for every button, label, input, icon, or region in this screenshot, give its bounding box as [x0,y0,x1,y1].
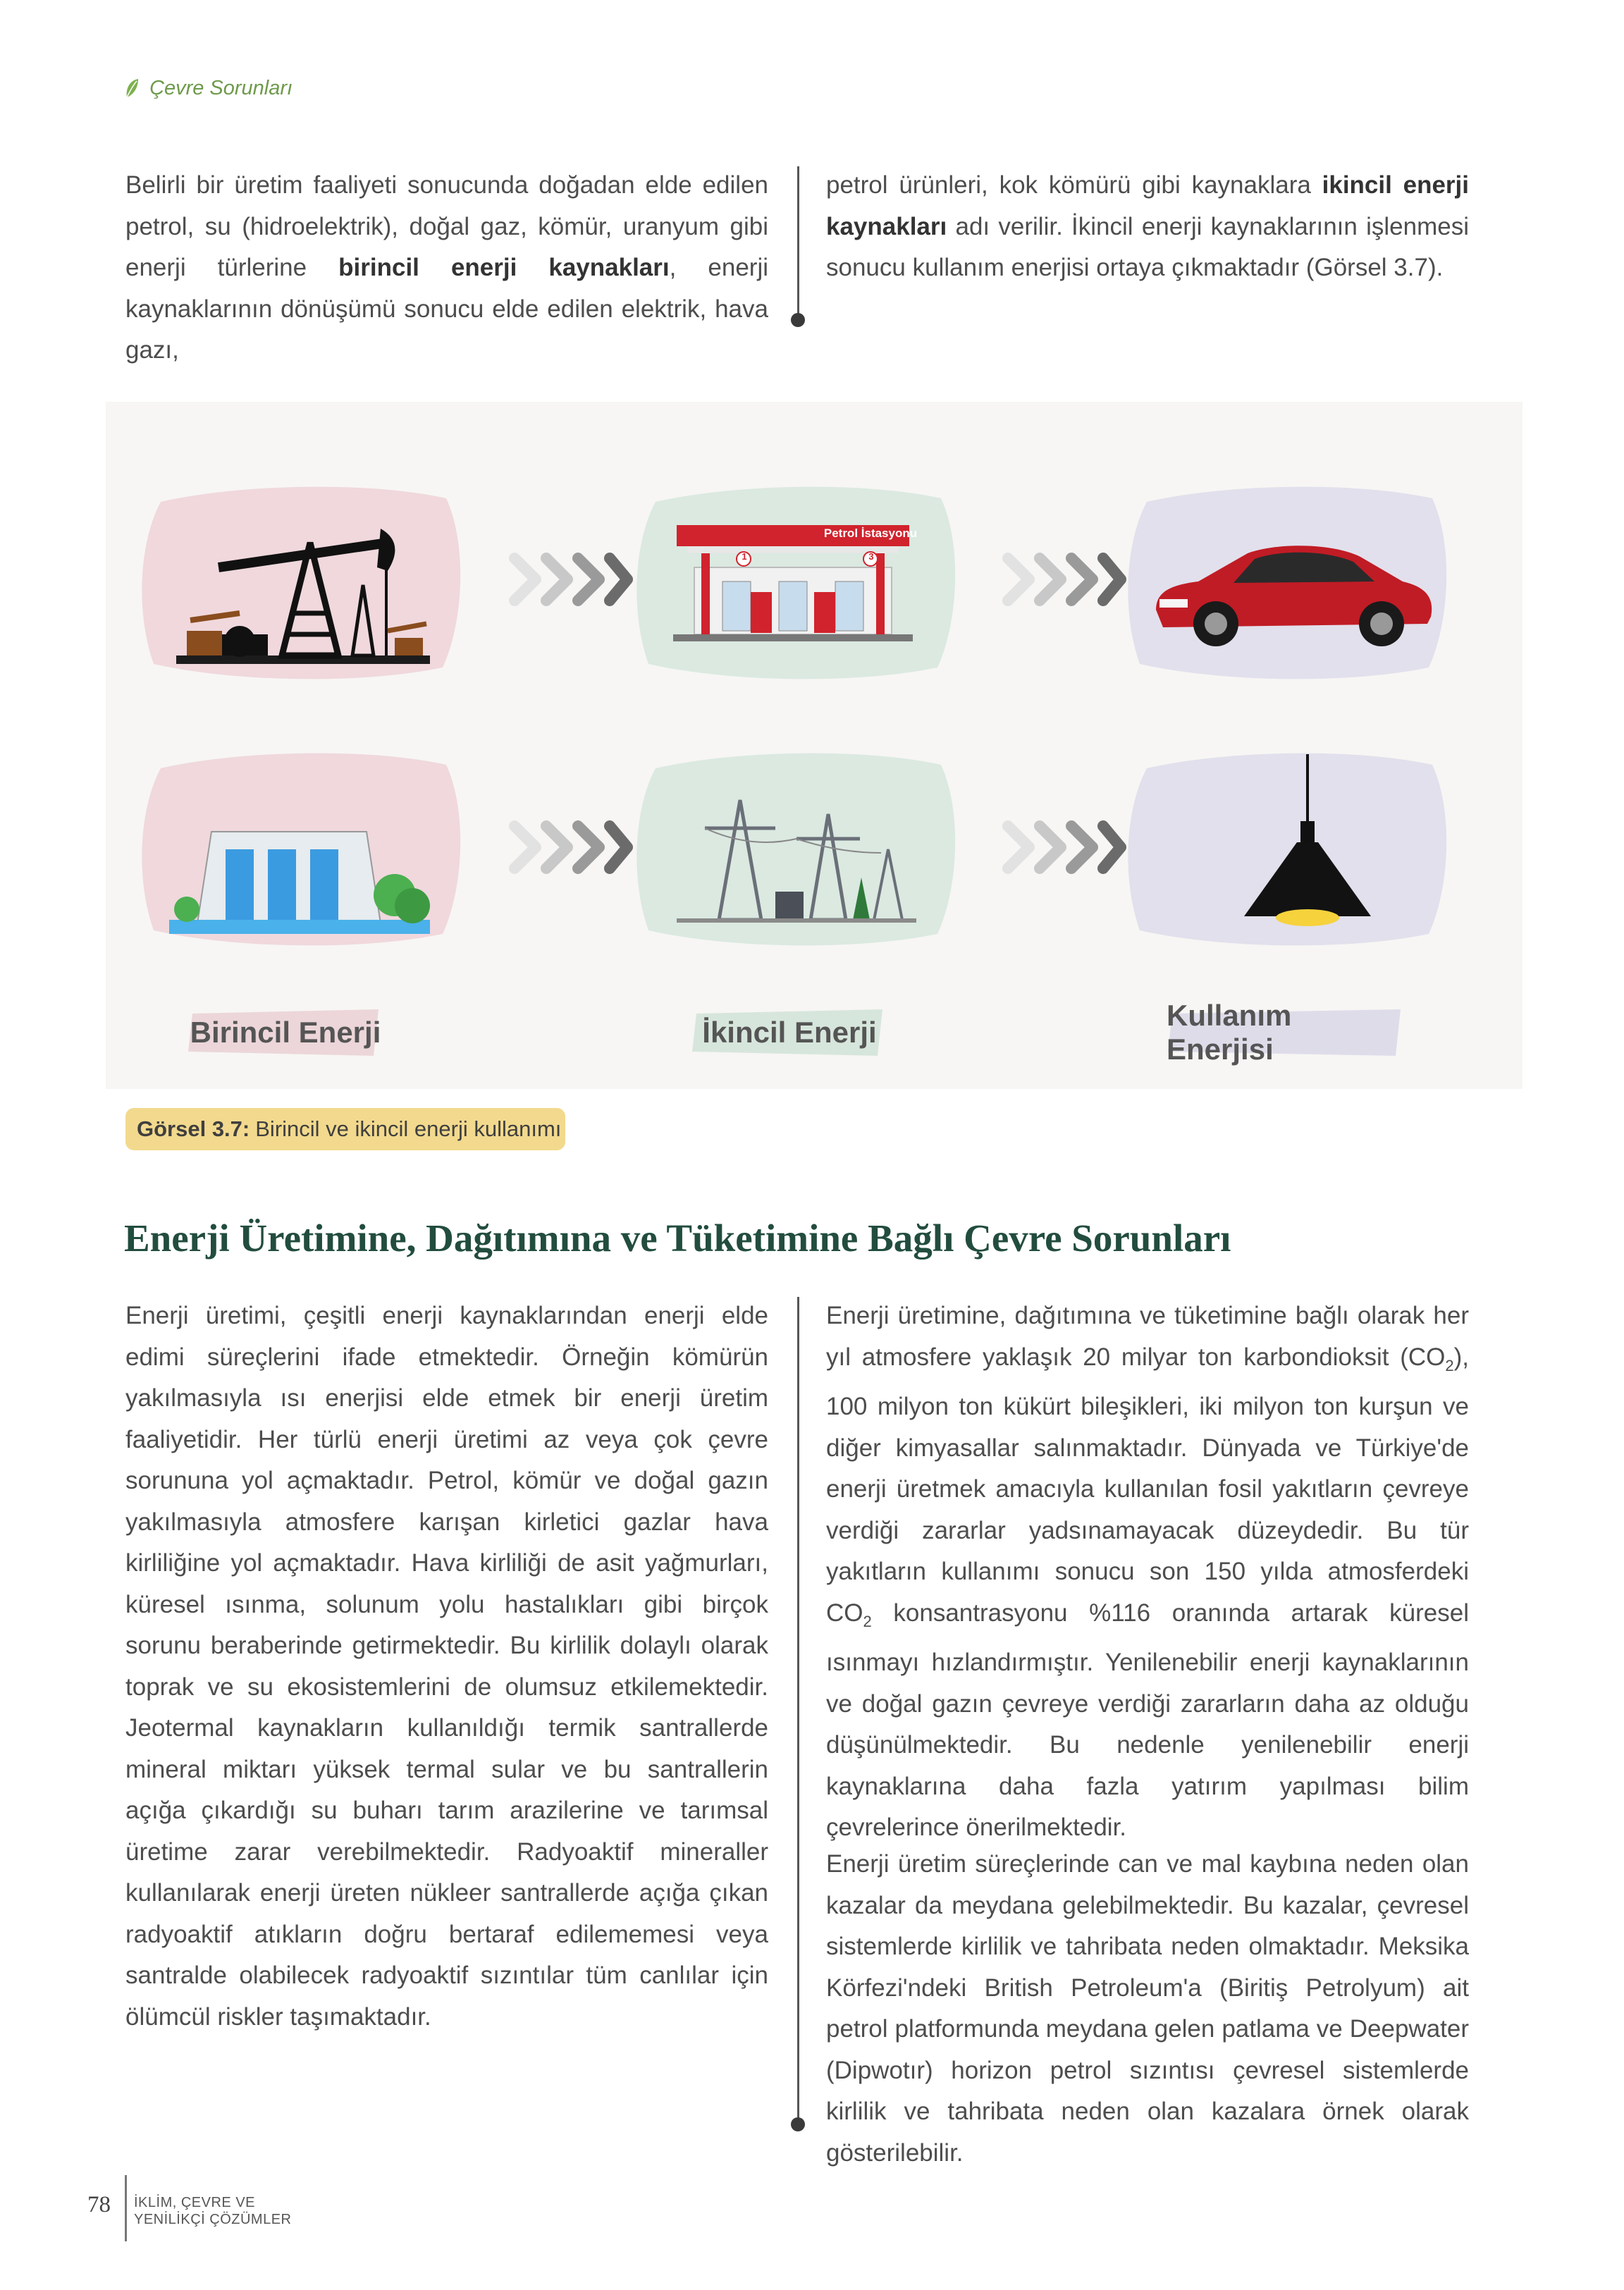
arrow-icon [508,819,634,875]
body-right-paragraph-2: Enerji üretim süreçlerinde can ve mal kaybına neden olan kazalar da meydana gelebilmektedir. Bu kazalar, çevresel sistemlerde kirlilik ve tahribata neden olmaktadır. Meksika Körfezi'ndeki British Petroleum'a (Biritiş Petrolyum) ait petrol platformunda meydana gelen patlama ve Deepwater (Dipwotır) horizon petrol sızıntısı çevresel sistemlerde kirlilik ve tahribata neden olan kazalara örnek olarak gösterilebilir. [826,1850,1469,2167]
column-divider-body [797,1297,799,2123]
page-number: 78 [87,2192,111,2217]
book-title-line-2: YENİLİKÇİ ÇÖZÜMLER [134,2212,292,2227]
divider-dot [791,313,805,327]
caption-text: Birincil ve ikincil enerji kullanımı [255,1116,562,1141]
arrow-icon [1001,819,1128,875]
leaf-icon [124,78,140,99]
intro-right-paragraph [826,165,1469,289]
book-title-line-1: İKLİM, ÇEVRE VE [134,2195,255,2210]
pump-number-3: 3 [868,551,874,562]
label-usage-energy: Kullanım Enerjisi [1167,999,1292,1066]
label-secondary-energy: İkincil Enerji [702,1016,877,1049]
intro-left-paragraph [125,165,768,371]
energy-figure [106,402,1522,1089]
column-divider [797,166,799,320]
pump-number-1: 1 [742,551,747,562]
label-primary-energy: Birincil Enerji [190,1016,381,1049]
pendant-lamp-icon [1230,754,1385,937]
book-title [134,2194,291,2228]
oil-pump-icon [176,500,430,670]
car-icon [1149,525,1438,652]
body-right-paragraph-1 [826,1295,1469,1849]
co2-text-b: ), 100 milyon ton kükürt bileşikleri, iki milyon ton kurşun ve diğer kimyasallar salınmaktadır. Dünyada ve Türkiye'de enerji üretmek amacıyla kullanılan fosil yakıtların çevreye verdiği zararlar yadsınamayacak düzeydedir. Bu tür yakıtların kullanımı sonucu son 150 yılda atmosferdeki CO [826,1343,1469,1627]
co2-subscript-2: 2 [863,1612,872,1630]
intro-left-text-1: Belirli bir üretim faaliyeti sonucunda doğadan elde edilen petrol, su (hidroelektrik), doğal gaz, kömür, uranyum gibi enerji türlerine [125,171,768,281]
arrow-icon [508,551,634,608]
figure-caption [125,1108,565,1150]
body-left-paragraph: Enerji üretimi, çeşitli enerji kaynaklarından enerji elde edimi süreçlerini ifade etmektedir. Örneğin kömürün yakılmasıyla ısı enerjisi elde etmek bir enerji üretim faaliyetidir. Her türlü enerji üretimi az veya çok çevre sorununa yol açmaktadır. Petrol, kömür ve doğal gazın yakılmasıyla atmosfere karışan kirletici gazlar hava kirliliğine yol açmaktadır. Hava kirliliği de asit yağmurları, küresel ısınma, solunum yolu hastalıkları gibi birçok sorunu beraberinde getirmektedir. Bu kirlilik dolaylı olarak toprak ve su ekosistemlerini de olumsuz etkilemektedir. Jeotermal kaynakların kullanıldığı termik santrallerde mineral miktarı yüksek termal sular ve bu santrallerin açığa çıkardığı su buharı tarım arazilerine ve tarımsal üretime zarar verebilmektedir. Radyoaktif mineraller kullanılarak enerji üreten nükleer santrallerde açığa çıkan radyoaktif atıkların doğru bertaraf edilememesi veya santralde olabilecek radyoaktif sızıntılar tüm canlılar için ölümcül riskler taşımaktadır. [125,1302,768,2031]
intro-left-text-2: , enerji kaynaklarının dönüşümü sonucu elde edilen elektrik, hava gazı, [125,254,769,364]
running-header [124,70,293,106]
intro-right-text-2: adı verilir. İkincil enerji kaynaklarının işlenmesi sonucu kullanım enerjisi ortaya çıkmaktadır (Görsel 3.7). [826,212,1469,281]
co2-subscript-1: 2 [1445,1356,1454,1374]
gas-station-icon [673,525,913,645]
divider-dot-body [791,2117,805,2131]
intro-left-term: birincil enerji kaynakları [338,254,670,281]
co2-text-a: Enerji üretimine, dağıtımına ve tüketimine bağlı olarak her yıl atmosfere yaklaşık 20 milyar ton karbondioksit (CO [826,1302,1469,1371]
hydro-dam-icon [169,782,430,937]
intro-right-text-1: petrol ürünleri, kok kömürü gibi kaynaklara [826,171,1322,199]
intro-right-term: ikincil enerji kaynakları [826,171,1469,240]
header-title: Çevre Sorunları [149,76,293,99]
caption-ref: Görsel 3.7: [137,1116,250,1141]
arrow-icon [1001,551,1128,608]
station-sign-text: Petrol İstasyonu [823,527,918,540]
section-heading: Enerji Üretimine, Dağıtımına ve Tüketimine Bağlı Çevre Sorunları [124,1217,1231,1260]
transmission-tower-icon [677,786,916,927]
co2-text-c: konsantrasyonu %116 oranında artarak küresel ısınmayı hızlandırmıştır. Yenilenebilir enerji kaynaklarının ve doğal gazın çevreye verdiği zararların daha az olduğu düşünülmektedir. Bu nedenle yenilenebilir enerji kaynaklarına daha fazla yatırım yapılması bilim çevrelerince önerilmektedir. [826,1599,1469,1841]
footer-divider [125,2175,127,2241]
